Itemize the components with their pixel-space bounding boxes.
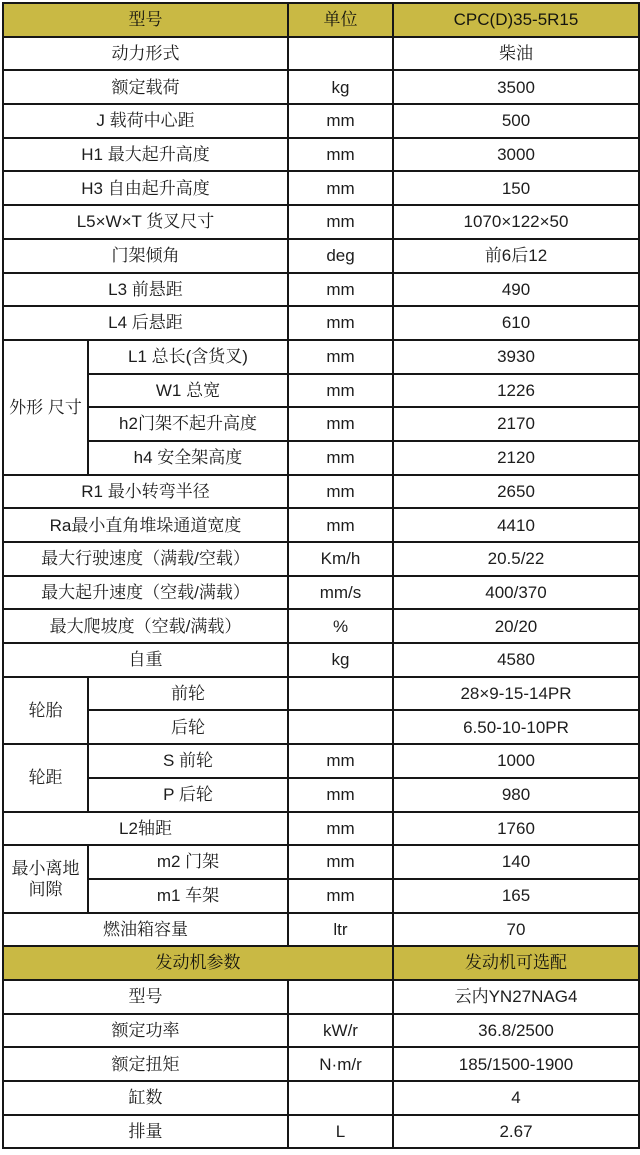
spec-row xyxy=(3,576,639,610)
row-label-cell: m2 门架 xyxy=(88,845,288,879)
spec-row xyxy=(3,508,639,542)
row-unit-cell: mm xyxy=(288,273,393,307)
row-label-cell: 后轮 xyxy=(88,710,288,744)
row-value-cell: 165 xyxy=(393,879,639,913)
row-unit-cell: % xyxy=(288,609,393,643)
row-label-cell: h2门架不起升高度 xyxy=(88,407,288,441)
row-unit-cell: mm xyxy=(288,374,393,408)
row-group-cell: 最小离地 间隙 xyxy=(3,845,88,912)
spec-row xyxy=(3,37,639,71)
row-group-cell: 轮距 xyxy=(3,744,88,811)
row-unit-cell: mm xyxy=(288,171,393,205)
row-value-cell: 20.5/22 xyxy=(393,542,639,576)
model-value-cell: CPC(D)35-5R15 xyxy=(393,3,639,37)
row-label-cell: 燃油箱容量 xyxy=(3,913,288,947)
unit-header-cell: 单位 xyxy=(288,3,393,37)
row-label-cell: L3 前悬距 xyxy=(3,273,288,307)
row-unit-cell: mm xyxy=(288,138,393,172)
engine-params-header-cell: 发动机参数 xyxy=(3,946,393,980)
row-label-cell: m1 车架 xyxy=(88,879,288,913)
row-unit-cell: Km/h xyxy=(288,542,393,576)
spec-row xyxy=(3,643,639,677)
row-value-cell: 500 xyxy=(393,104,639,138)
row-value-cell: 1226 xyxy=(393,374,639,408)
row-value-cell: 980 xyxy=(393,778,639,812)
spec-row xyxy=(3,205,639,239)
row-unit-cell: mm xyxy=(288,812,393,846)
row-value-cell: 150 xyxy=(393,171,639,205)
row-label-cell: 最大行驶速度（满载/空载） xyxy=(3,542,288,576)
engine-spec-row xyxy=(3,1115,639,1149)
spec-row xyxy=(3,845,639,879)
row-unit-cell: mm xyxy=(288,407,393,441)
row-unit-cell: mm/s xyxy=(288,576,393,610)
spec-row xyxy=(3,475,639,509)
row-unit-cell: mm xyxy=(288,879,393,913)
row-label-cell: 动力形式 xyxy=(3,37,288,71)
spec-row xyxy=(3,609,639,643)
row-unit-cell: mm xyxy=(288,508,393,542)
row-label-cell: L4 后悬距 xyxy=(3,306,288,340)
spec-row xyxy=(3,778,639,812)
row-label-cell: P 后轮 xyxy=(88,778,288,812)
row-group-cell: 轮胎 xyxy=(3,677,88,744)
model-header-cell: 型号 xyxy=(3,3,288,37)
spec-row xyxy=(3,239,639,273)
row-value-cell: 140 xyxy=(393,845,639,879)
row-label-cell: 最大爬坡度（空载/满载） xyxy=(3,609,288,643)
row-label-cell: W1 总宽 xyxy=(88,374,288,408)
row-label-cell: J 载荷中心距 xyxy=(3,104,288,138)
row-unit-cell: mm xyxy=(288,845,393,879)
row-label-cell: 额定载荷 xyxy=(3,70,288,104)
row-value-cell: 185/1500-1900 xyxy=(393,1047,639,1081)
row-label-cell: 前轮 xyxy=(88,677,288,711)
table-header-row xyxy=(3,3,639,37)
row-unit-cell: N·m/r xyxy=(288,1047,393,1081)
spec-table-body xyxy=(3,3,639,1148)
row-unit-cell: mm xyxy=(288,205,393,239)
spec-row xyxy=(3,171,639,205)
spec-row xyxy=(3,306,639,340)
row-value-cell: 4 xyxy=(393,1081,639,1115)
row-unit-cell: deg xyxy=(288,239,393,273)
spec-row xyxy=(3,744,639,778)
row-value-cell: 1070×122×50 xyxy=(393,205,639,239)
row-unit-cell: L xyxy=(288,1115,393,1149)
row-unit-cell xyxy=(288,980,393,1014)
row-label-cell: 门架倾角 xyxy=(3,239,288,273)
row-value-cell: 前6后12 xyxy=(393,239,639,273)
row-label-cell: L1 总长(含货叉) xyxy=(88,340,288,374)
row-unit-cell xyxy=(288,1081,393,1115)
spec-row xyxy=(3,70,639,104)
row-value-cell: 70 xyxy=(393,913,639,947)
row-label-cell: H3 自由起升高度 xyxy=(3,171,288,205)
row-unit-cell: kW/r xyxy=(288,1014,393,1048)
row-unit-cell: mm xyxy=(288,441,393,475)
engine-spec-row xyxy=(3,1081,639,1115)
row-value-cell: 2170 xyxy=(393,407,639,441)
spec-row xyxy=(3,273,639,307)
row-value-cell: 云内YN27NAG4 xyxy=(393,980,639,1014)
engine-header-row xyxy=(3,946,639,980)
row-value-cell: 1000 xyxy=(393,744,639,778)
row-unit-cell xyxy=(288,710,393,744)
row-label-cell: h4 安全架高度 xyxy=(88,441,288,475)
row-label-cell: 额定扭矩 xyxy=(3,1047,288,1081)
spec-row xyxy=(3,104,639,138)
engine-spec-row xyxy=(3,1047,639,1081)
row-unit-cell: kg xyxy=(288,643,393,677)
row-unit-cell: mm xyxy=(288,340,393,374)
row-value-cell: 400/370 xyxy=(393,576,639,610)
spec-row xyxy=(3,812,639,846)
row-value-cell: 3930 xyxy=(393,340,639,374)
spec-row xyxy=(3,542,639,576)
spec-row xyxy=(3,913,639,947)
row-unit-cell xyxy=(288,37,393,71)
row-unit-cell: mm xyxy=(288,104,393,138)
row-unit-cell: mm xyxy=(288,306,393,340)
row-label-cell: 型号 xyxy=(3,980,288,1014)
row-unit-cell: ltr xyxy=(288,913,393,947)
row-label-cell: 自重 xyxy=(3,643,288,677)
spec-row xyxy=(3,710,639,744)
row-unit-cell: mm xyxy=(288,475,393,509)
row-label-cell: 排量 xyxy=(3,1115,288,1149)
row-value-cell: 2.67 xyxy=(393,1115,639,1149)
row-value-cell: 20/20 xyxy=(393,609,639,643)
row-label-cell: R1 最小转弯半径 xyxy=(3,475,288,509)
row-value-cell: 3000 xyxy=(393,138,639,172)
row-label-cell: 额定功率 xyxy=(3,1014,288,1048)
engine-spec-row xyxy=(3,1014,639,1048)
forklift-spec-table xyxy=(2,2,640,1149)
engine-spec-row xyxy=(3,980,639,1014)
spec-row xyxy=(3,677,639,711)
row-value-cell: 1760 xyxy=(393,812,639,846)
row-label-cell: Ra最小直角堆垛通道宽度 xyxy=(3,508,288,542)
row-value-cell: 2120 xyxy=(393,441,639,475)
row-label-cell: 最大起升速度（空载/满载） xyxy=(3,576,288,610)
spec-row xyxy=(3,138,639,172)
row-value-cell: 36.8/2500 xyxy=(393,1014,639,1048)
row-label-cell: H1 最大起升高度 xyxy=(3,138,288,172)
row-value-cell: 4580 xyxy=(393,643,639,677)
row-value-cell: 28×9-15-14PR xyxy=(393,677,639,711)
row-unit-cell: mm xyxy=(288,778,393,812)
row-unit-cell: mm xyxy=(288,744,393,778)
spec-row xyxy=(3,407,639,441)
row-group-cell: 外形 尺寸 xyxy=(3,340,88,475)
spec-row xyxy=(3,879,639,913)
row-value-cell: 610 xyxy=(393,306,639,340)
row-value-cell: 4410 xyxy=(393,508,639,542)
row-value-cell: 6.50-10-10PR xyxy=(393,710,639,744)
row-unit-cell: kg xyxy=(288,70,393,104)
spec-row xyxy=(3,374,639,408)
row-label-cell: L5×W×T 货叉尺寸 xyxy=(3,205,288,239)
row-label-cell: S 前轮 xyxy=(88,744,288,778)
row-label-cell: 缸数 xyxy=(3,1081,288,1115)
spec-row xyxy=(3,340,639,374)
row-value-cell: 柴油 xyxy=(393,37,639,71)
spec-row xyxy=(3,441,639,475)
row-value-cell: 490 xyxy=(393,273,639,307)
row-label-cell: L2轴距 xyxy=(3,812,288,846)
row-value-cell: 2650 xyxy=(393,475,639,509)
engine-option-header-cell: 发动机可选配 xyxy=(393,946,639,980)
row-unit-cell xyxy=(288,677,393,711)
row-value-cell: 3500 xyxy=(393,70,639,104)
